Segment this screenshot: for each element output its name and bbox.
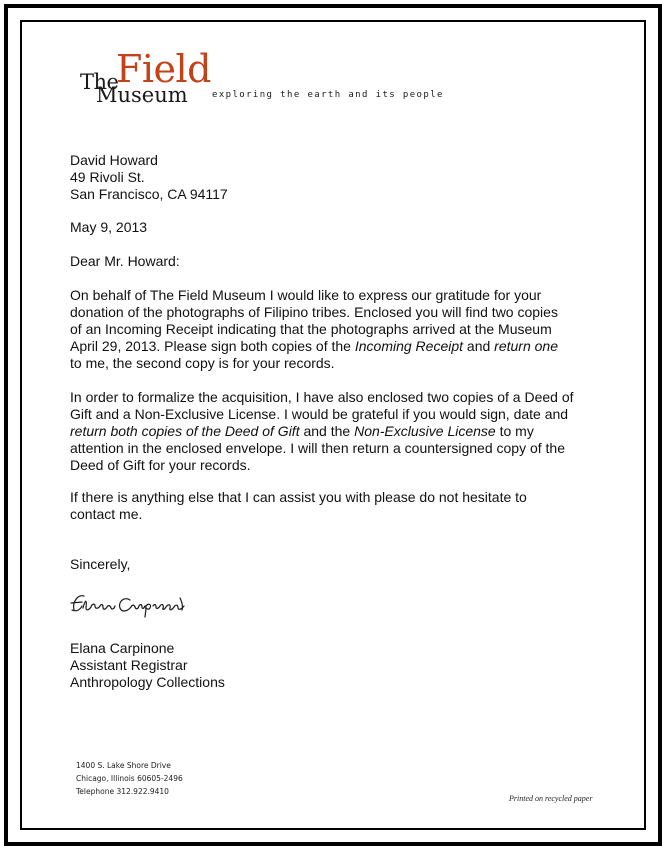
paragraph-line: In order to formalize the acquisition, I have also enclosed two copies of a Deed of [70, 389, 574, 405]
paragraph-line: donation of the photographs of Filipino tribes. Enclosed you will find two copies [70, 304, 558, 320]
recipient-city: San Francisco, CA 94117 [70, 186, 228, 202]
paragraph-line: If there is anything else that I can assist you with please do not hesitate to [70, 489, 527, 505]
text-run: April 29, 2013. Please sign both copies of the [70, 338, 355, 354]
recipient-address [70, 152, 600, 203]
text-run: and the [299, 423, 355, 439]
recycled-paper-note: Printed on recycled paper [509, 794, 593, 803]
paragraph-line: to me, the second copy is for your records. [70, 355, 335, 371]
emphasis-return-deed: return both copies of the Deed of Gift [70, 423, 300, 439]
logo-tagline: exploring the earth and its people [212, 90, 444, 100]
logo-the: The [80, 70, 119, 94]
emphasis-license: Non-Exclusive License [354, 423, 496, 439]
signer-title: Assistant Registrar [70, 657, 188, 673]
field-museum-logo [76, 47, 496, 110]
paragraph-line: of an Incoming Receipt indicating that the photographs arrived at the Museum [70, 321, 552, 337]
logo-field: Field [116, 47, 211, 91]
footer-city: Chicago, Illinois 60605-2496 [76, 774, 183, 783]
text-run: to my [495, 423, 534, 439]
footer-address [76, 759, 183, 798]
paragraph-line: attention in the enclosed envelope. I will then return a countersigned copy of the [70, 440, 565, 456]
paragraph-acquisition [70, 389, 600, 474]
recipient-street: 49 Rivoli St. [70, 169, 145, 185]
signer-department: Anthropology Collections [70, 674, 225, 690]
footer-street: 1400 S. Lake Shore Drive [76, 761, 171, 770]
paragraph-line: contact me. [70, 506, 143, 522]
paragraph-contact [70, 489, 600, 523]
paragraph-line [70, 338, 600, 355]
salutation: Dear Mr. Howard: [70, 253, 180, 269]
closing: Sincerely, [70, 556, 131, 572]
recipient-name: David Howard [70, 152, 158, 168]
signer-block [70, 640, 600, 691]
paragraph-line: Gift and a Non-Exclusive License. I would be grateful if you would sign, date and [70, 406, 569, 422]
signer-name: Elana Carpinone [70, 640, 175, 656]
handwritten-signature [68, 588, 208, 618]
emphasis-incoming-receipt: Incoming Receipt [354, 338, 464, 354]
paragraph-line: On behalf of The Field Museum I would like to express our gratitude for your [70, 287, 542, 303]
paragraph-gratitude [70, 287, 600, 372]
logo-museum: Museum [96, 83, 188, 107]
paragraph-line: Deed of Gift for your records. [70, 457, 251, 473]
footer-phone: Telephone 312.922.9410 [76, 787, 169, 796]
text-run: and [463, 338, 495, 354]
emphasis-return-one: return one [494, 338, 558, 354]
paragraph-line [70, 423, 600, 440]
letter-date: May 9, 2013 [70, 219, 148, 235]
